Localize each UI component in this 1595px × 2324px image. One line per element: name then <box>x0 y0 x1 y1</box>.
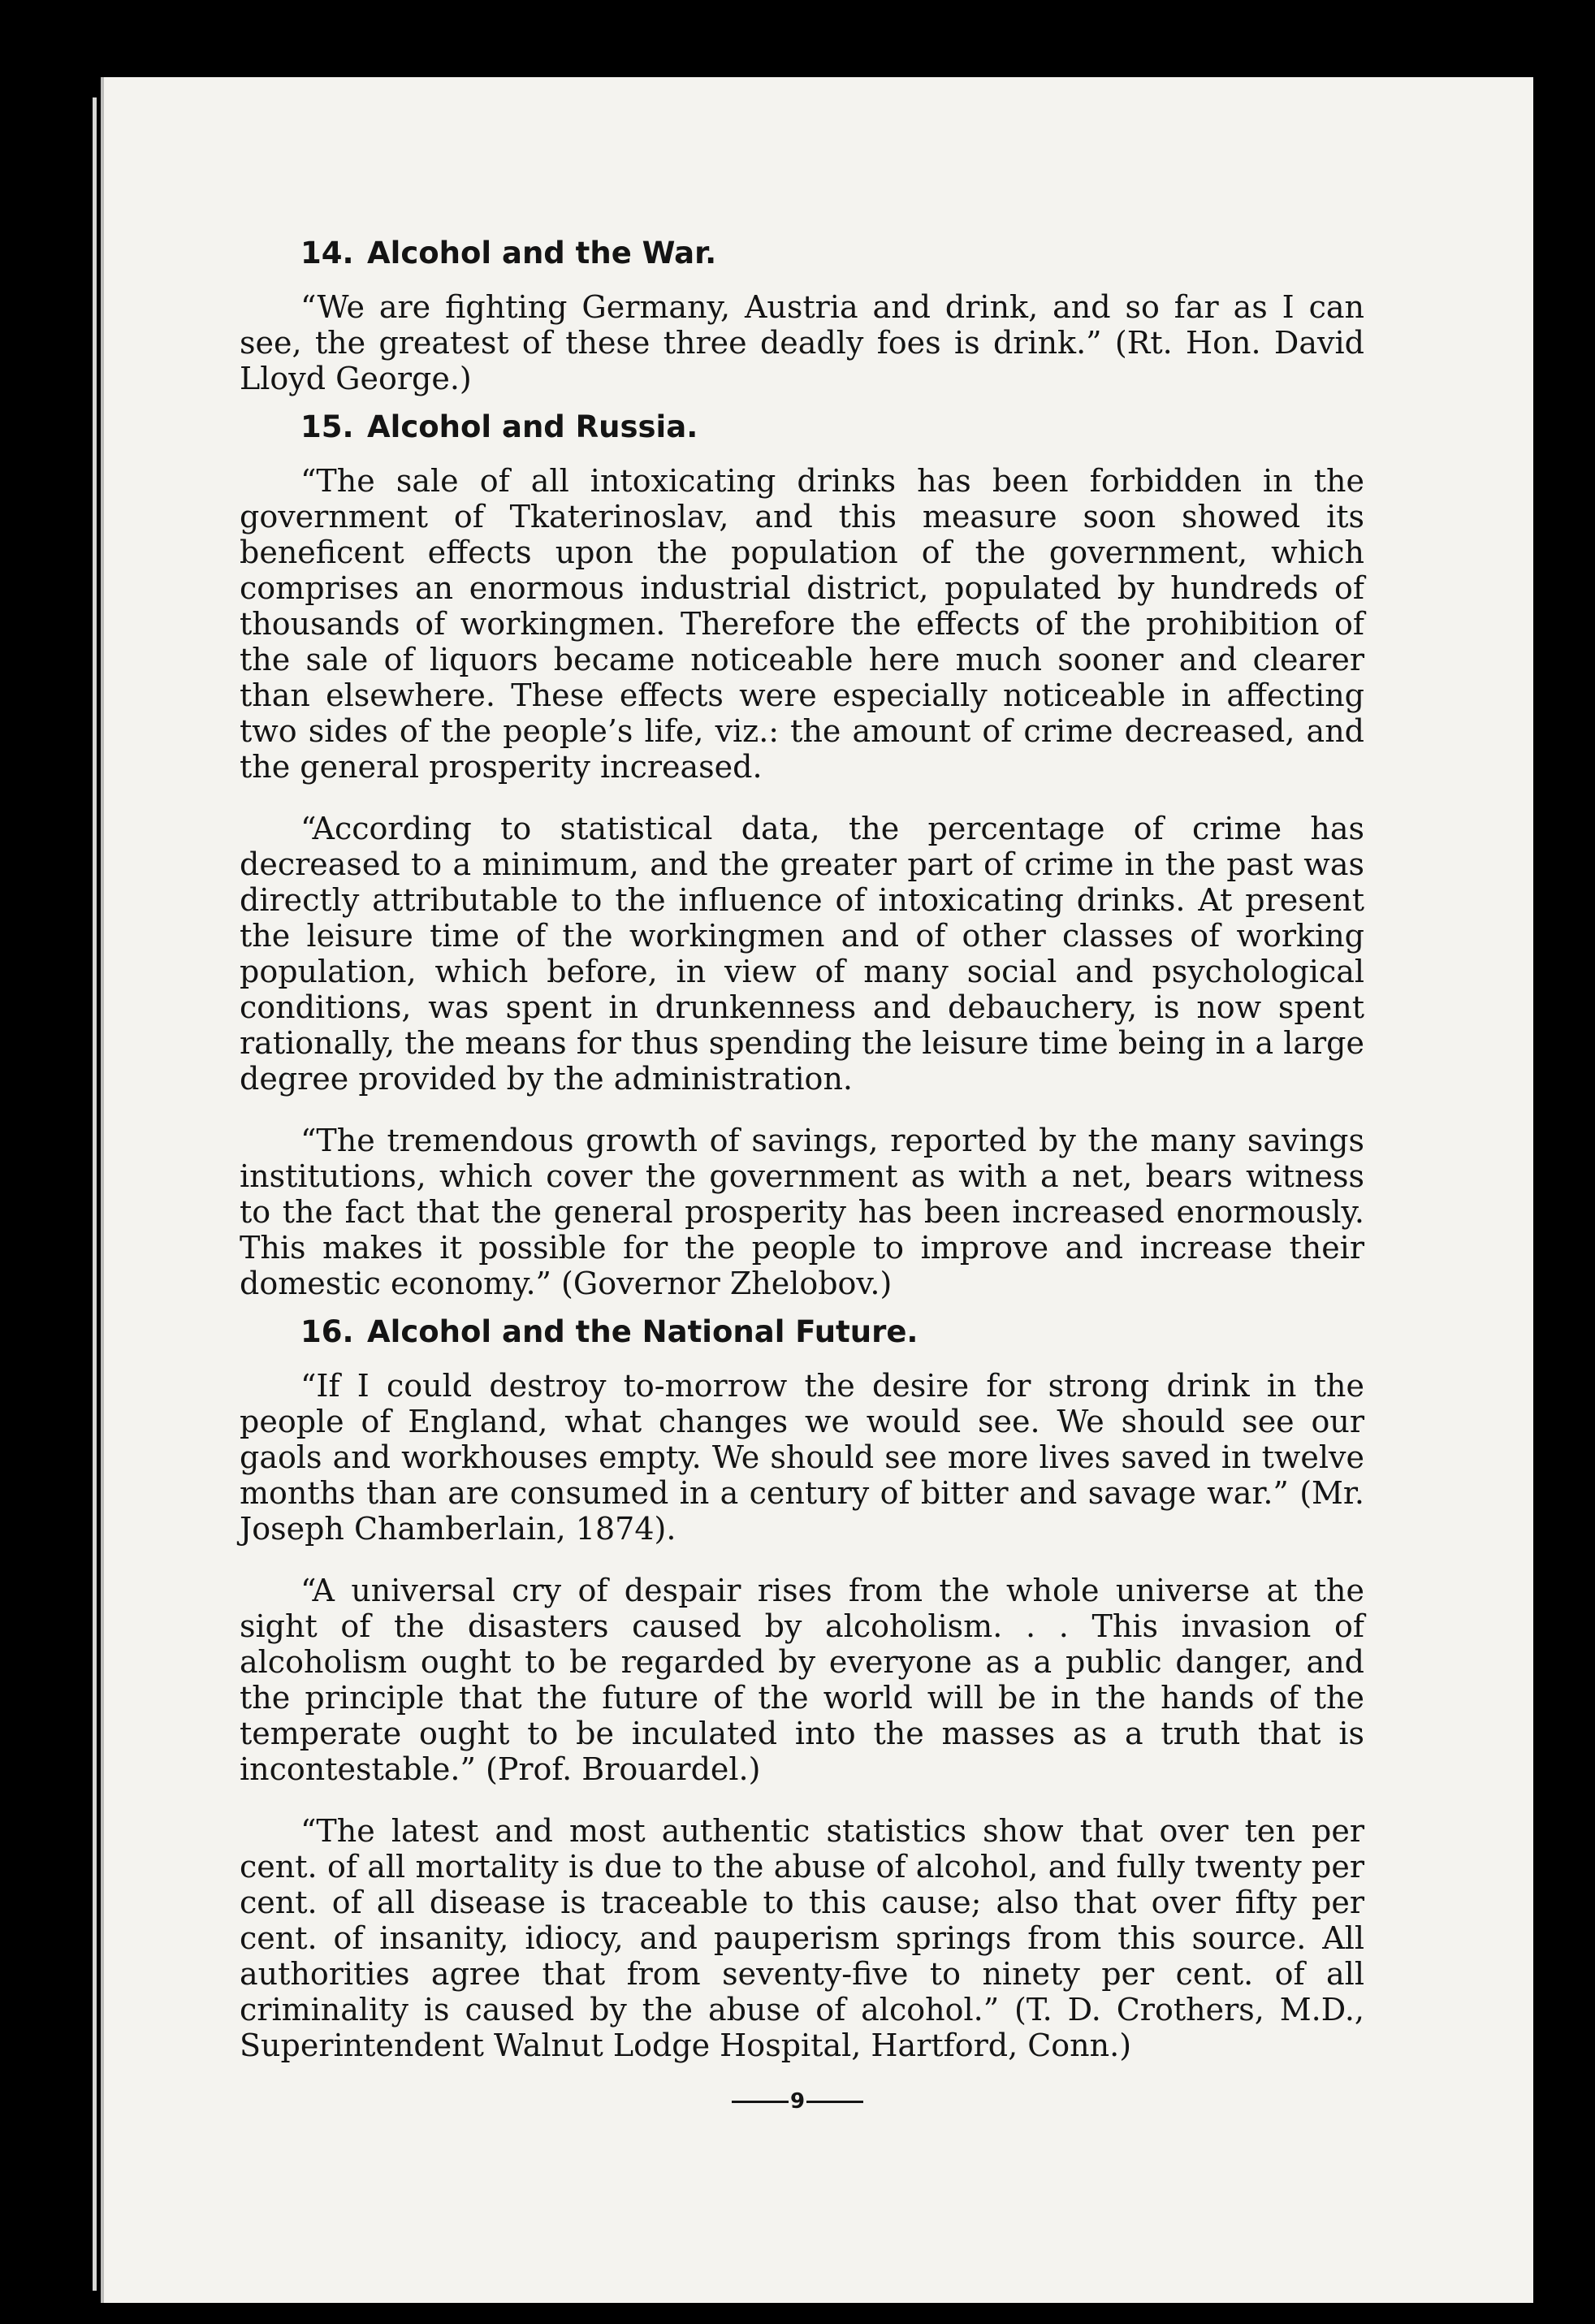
section-number: 14. <box>300 236 354 270</box>
quote-paragraph: “We are fighting Germany, Austria and drink, and so far as I can see, the greatest of these three deadly foes is drink.” (Rt. Hon. David Lloyd George.) <box>240 289 1364 396</box>
section-title: Alcohol and Russia. <box>367 409 698 444</box>
section-heading <box>240 1314 1364 1350</box>
quote-paragraph: “The sale of all intoxicating drinks has been forbidden in the government of Tkaterinoslav, and this measure soon showed its beneficent effects upon the population of the government, which comprises an enormous industrial district, populated by hundreds of thousands of workingmen. Therefore the effects of the prohibition of the sale of liquors became noticeable here much sooner and clearer than elsewhere. These effects were especially noticeable in affecting two sides of the people’s life, viz.: the amount of crime decreased, and the general prosperity increased. <box>240 463 1364 785</box>
quote-paragraph: “The latest and most authentic statistics show that over ten per cent. of all mortality is due to the abuse of alcohol, and fully twenty per cent. of all disease is traceable to this cause; also that over fifty per cent. of insanity, idiocy, and pauperism springs from this source. All authorities agree that from seventy-five to ninety per cent. of all criminality is caused by the abuse of alcohol.” (T. D. Crothers, M.D., Superintendent Walnut Lodge Hospital, Hartford, Conn.) <box>240 1813 1364 2063</box>
section-title: Alcohol and the War. <box>367 236 717 270</box>
section-heading <box>240 409 1364 445</box>
quote-paragraph: “According to statistical data, the percentage of crime has decreased to a minimum, and the greater part of crime in the past was directly attributable to the influence of intoxicating drinks. At present the leisure time of the workingmen and of other classes of working population, which before, in view of many social and psychological conditions, was spent in drunkenness and debauchery, is now spent rationally, the means for thus spending the leisure time being in a large degree provided by the administration. <box>240 811 1364 1097</box>
page-number-rule-right <box>806 2101 863 2103</box>
section-heading <box>240 236 1364 271</box>
quote-paragraph: “If I could destroy to-morrow the desire for strong drink in the people of England, what changes we would see. We should see our gaols and workhouses empty. We should see more lives saved in twelve months than are consumed in a century of bitter and savage war.” (Mr. Joseph Chamberlain, 1874). <box>240 1368 1364 1547</box>
page-number-value: 9 <box>789 2089 806 2114</box>
page-number-rule-left <box>732 2101 789 2103</box>
binding-edge <box>93 97 97 2291</box>
section-number: 16. <box>300 1314 354 1349</box>
section-number: 15. <box>300 409 354 444</box>
text-column <box>240 236 1364 2089</box>
page-number <box>0 2089 1595 2114</box>
quote-paragraph: “A universal cry of despair rises from the whole universe at the sight of the disasters caused by alcoholism. . . This invasion of alcoholism ought to be regarded by everyone as a public danger, and the principle that the future of the world will be in the hands of the temperate ought to be inculated into the masses as a truth that is incontestable.” (Prof. Brouardel.) <box>240 1573 1364 1787</box>
quote-paragraph: “The tremendous growth of savings, reported by the many savings institutions, which cover the government as with a net, bears witness to the fact that the general prosperity has been increased enormously. This makes it possible for the people to improve and increase their domestic economy.” (Governor Zhelobov.) <box>240 1123 1364 1301</box>
section-title: Alcohol and the National Future. <box>367 1314 919 1349</box>
